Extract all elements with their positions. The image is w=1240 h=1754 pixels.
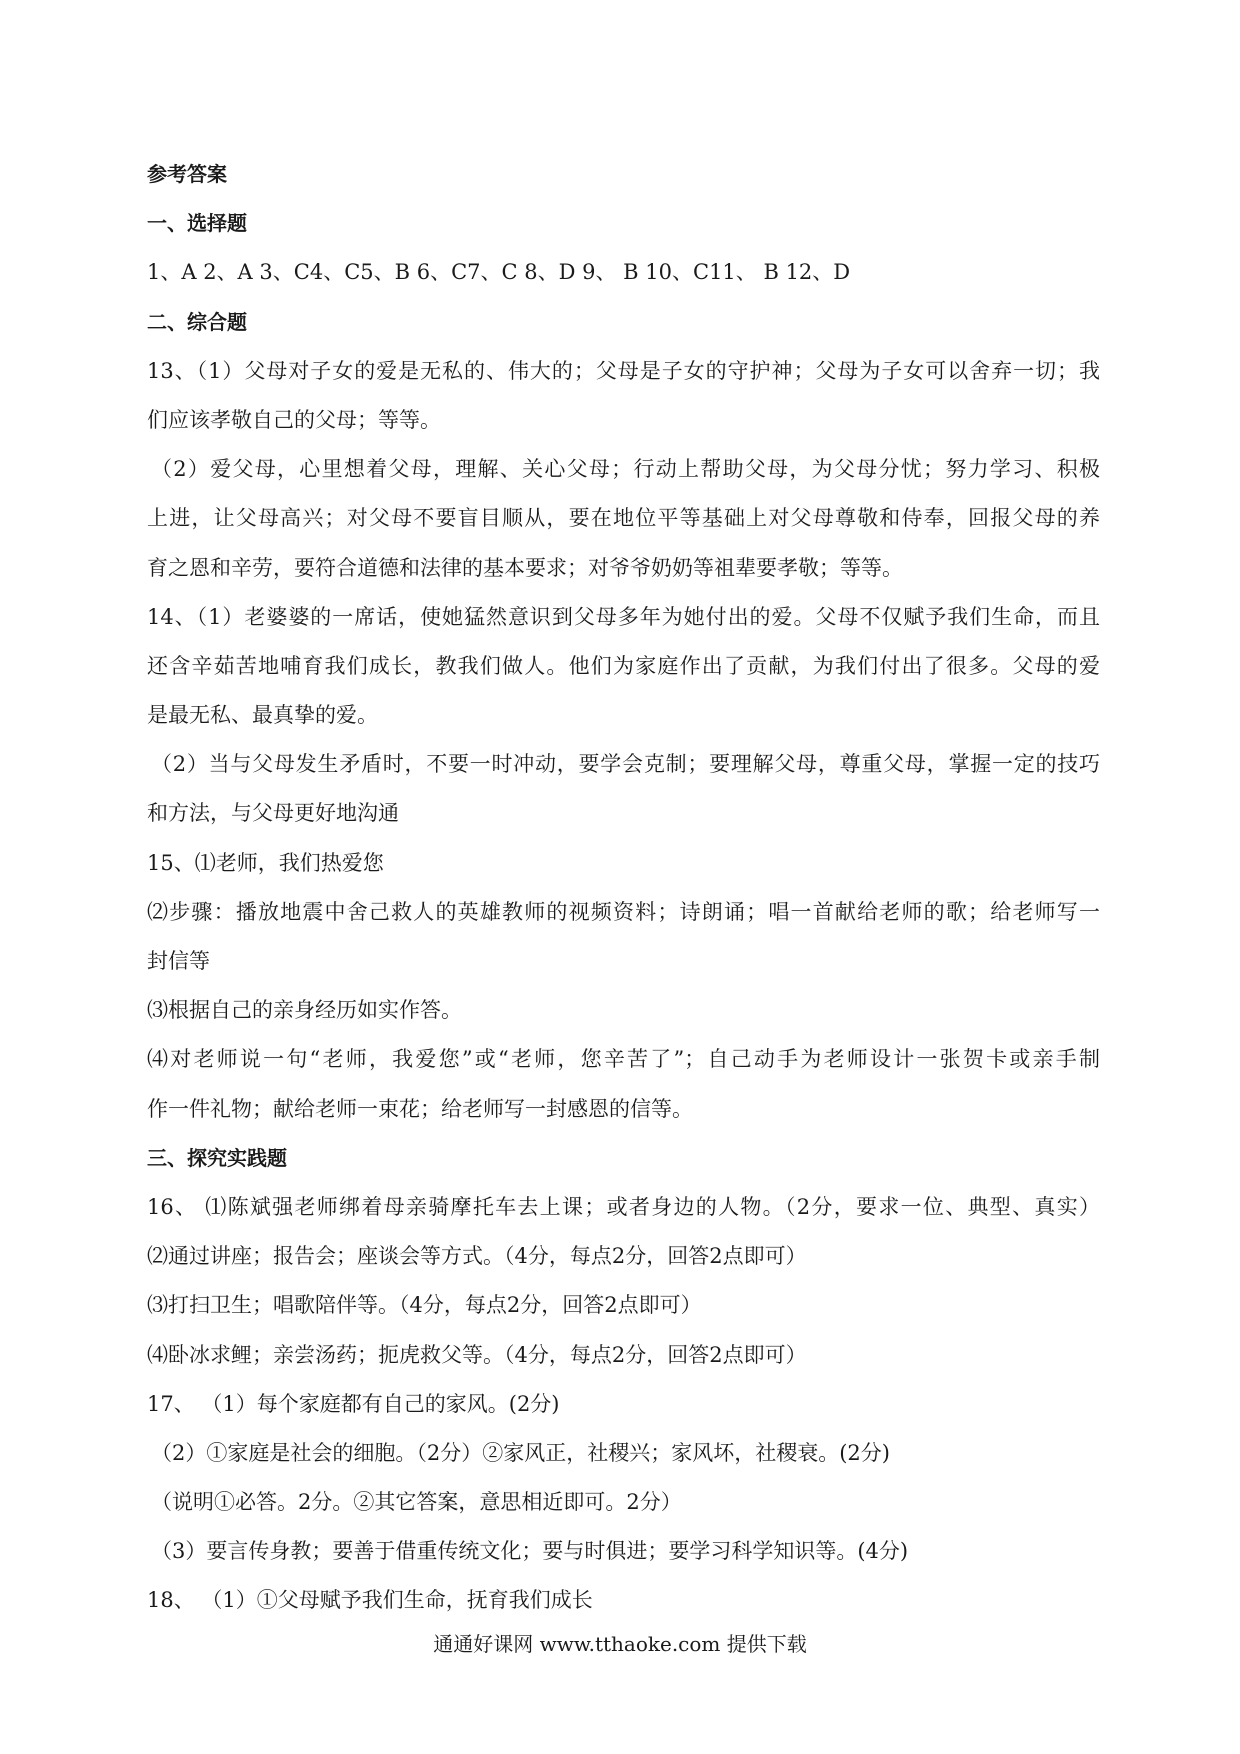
answer-line: （2）当与父母发生矛盾时，不要一时冲动，要学会克制；要理解父母，尊重父母，掌握一定的技巧 xyxy=(151,752,1100,777)
section-heading: 参考答案 xyxy=(147,162,227,186)
answer-line: 15、⑴老师，我们热爱您 xyxy=(147,850,384,875)
answer-line: 16、 ⑴陈斌强老师绑着母亲骑摩托车去上课；或者身边的人物。（2分，要求一位、典型、真实） xyxy=(147,1194,1100,1219)
answer-line: ⑶根据自己的亲身经历如实作答。 xyxy=(147,998,462,1023)
answer-line: （2）①家庭是社会的细胞。（2分）②家风正，社稷兴；家风坏，社稷衰。(2分) xyxy=(151,1440,890,1465)
section-heading: 三、探究实践题 xyxy=(147,1145,287,1170)
answer-line: 还含辛茹苦地哺育我们成长，教我们做人。他们为家庭作出了贡献，为我们付出了很多。父母的爱 xyxy=(147,653,1100,678)
answer-line: 上进，让父母高兴；对父母不要盲目顺从，要在地位平等基础上对父母尊敬和侍奉，回报父母的养 xyxy=(147,506,1100,531)
answer-line: 育之恩和辛劳，要符合道德和法律的基本要求；对爷爷奶奶等祖辈要孝敬；等等。 xyxy=(147,555,903,580)
answer-line: （3）要言传身教；要善于借重传统文化；要与时俱进；要学习科学知识等。(4分) xyxy=(151,1539,909,1564)
answer-line: 17、 （1）每个家庭都有自己的家风。(2分) xyxy=(147,1391,560,1416)
answer-line: 封信等 xyxy=(147,949,210,973)
answer-line: （2）爱父母，心里想着父母，理解、关心父母；行动上帮助父母，为父母分忧；努力学习、积极 xyxy=(151,457,1100,482)
answer-key-body xyxy=(147,150,1100,1626)
section-heading: 二、综合题 xyxy=(147,309,247,334)
answer-line: 1、A 2、A 3、C4、C5、B 6、C7、C 8、D 9、 B 10、C11、 B 12、D xyxy=(147,260,851,285)
answer-line: （说明①必答。2分。②其它答案，意思相近即可。2分） xyxy=(151,1490,682,1515)
section-heading: 一、选择题 xyxy=(147,211,247,236)
answer-line: ⑶打扫卫生；唱歌陪伴等。（4分，每点2分，回答2点即可） xyxy=(147,1293,702,1318)
answer-line: ⑷对老师说一句“老师，我爱您”或“老师，您辛苦了”；自己动手为老师设计一张贺卡或亲手制 xyxy=(147,1047,1100,1072)
answer-line: ⑵步骤：播放地震中舍己救人的英雄教师的视频资料；诗朗诵；唱一首献给老师的歌；给老师写一 xyxy=(147,899,1100,924)
answer-line: 是最无私、最真挚的爱。 xyxy=(147,703,378,728)
answer-line: 们应该孝敬自己的父母；等等。 xyxy=(147,407,441,432)
answer-line: 13、（1）父母对子女的爱是无私的、伟大的；父母是子女的守护神；父母为子女可以舍弃一切；我 xyxy=(147,358,1100,383)
answer-line: ⑵通过讲座；报告会；座谈会等方式。（4分，每点2分，回答2点即可） xyxy=(147,1244,807,1269)
answer-line: ⑷卧冰求鲤；亲尝汤药；扼虎救父等。（4分，每点2分，回答2点即可） xyxy=(147,1342,807,1367)
answer-line: 和方法，与父母更好地沟通 xyxy=(147,801,399,826)
answer-line: 作一件礼物；献给老师一束花；给老师写一封感恩的信等。 xyxy=(147,1096,693,1121)
answer-line: 18、 （1）①父母赋予我们生命，抚育我们成长 xyxy=(147,1588,593,1613)
page-footer: 通通好课网 www.tthaoke.com 提供下载 xyxy=(433,1632,807,1656)
answer-line: 14、（1）老婆婆的一席话，使她猛然意识到父母多年为她付出的爱。父母不仅赋予我们生命，而且 xyxy=(147,604,1100,629)
